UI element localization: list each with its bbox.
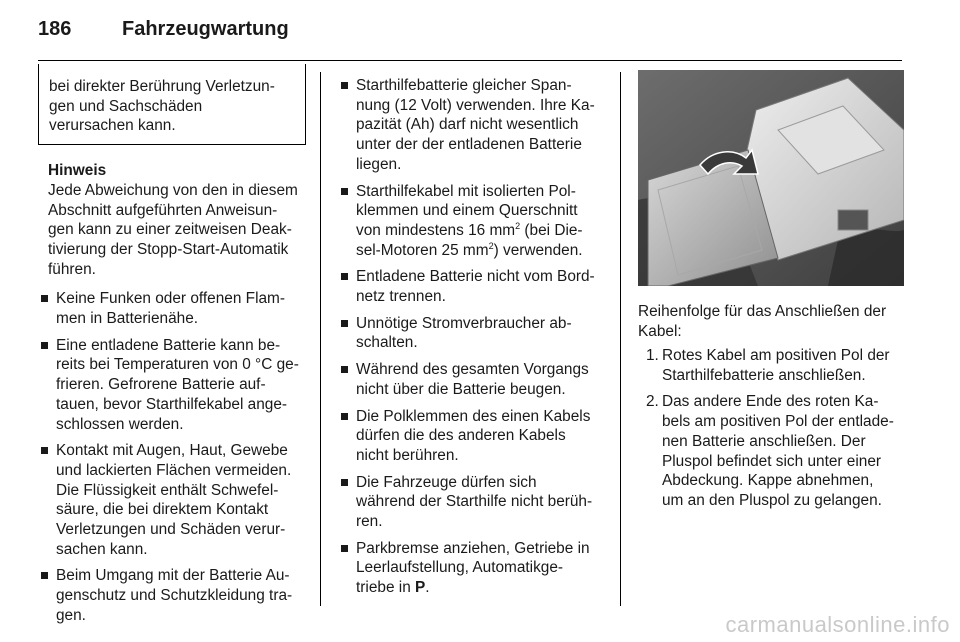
list-item-line: nicht berühren. xyxy=(356,446,459,464)
list-item-line: netz trennen. xyxy=(356,288,446,306)
page-title: Fahrzeugwartung xyxy=(122,18,289,40)
note-title: Hinweis xyxy=(48,162,107,180)
numbered-steps xyxy=(638,346,904,518)
square-bullet-icon xyxy=(41,342,48,349)
square-bullet-icon xyxy=(41,447,48,454)
watermark: carmanualsonline.info xyxy=(725,612,950,637)
column-divider xyxy=(620,72,621,606)
step-line: um an den Pluspol zu gelangen. xyxy=(662,491,882,509)
step-line: nen Batterie anschließen. Der xyxy=(662,432,866,450)
list-item-line: frieren. Gefrorene Batterie auf- xyxy=(56,376,266,394)
list-item-line: Keine Funken oder offenen Flam- xyxy=(56,290,286,308)
square-bullet-icon xyxy=(41,295,48,302)
list-item-line: Die Polklemmen des einen Kabels xyxy=(356,407,591,425)
list-item-line: Kontakt mit Augen, Haut, Gewebe xyxy=(56,442,288,460)
square-bullet-icon xyxy=(341,188,348,195)
note-line: gen kann zu einer zeitweisen Deak- xyxy=(48,221,292,239)
page-number: 186 xyxy=(38,18,72,40)
list-item-line: Starthilfebatterie gleicher Span- xyxy=(356,77,572,94)
list-item-line: Unnötige Stromverbraucher ab- xyxy=(356,314,572,332)
list-item-line: Starthilfekabel mit isolierten Pol- xyxy=(356,182,576,200)
list-item-line: liegen. xyxy=(356,155,402,173)
step-line: Abdeckung. Kappe abnehmen, xyxy=(662,472,874,490)
note-line: führen. xyxy=(48,260,96,278)
list-item xyxy=(338,360,606,399)
list-item-line: Die Fahrzeuge dürfen sich xyxy=(356,473,537,491)
note-line: Jede Abweichung von den in diesem xyxy=(48,181,298,199)
list-item xyxy=(38,336,306,435)
square-bullet-icon xyxy=(341,479,348,486)
step-item xyxy=(638,392,904,510)
header-divider xyxy=(38,60,902,61)
list-item-line: nung (12 Volt) verwenden. Ihre Ka- xyxy=(356,96,595,114)
list-item xyxy=(38,289,306,328)
list-item-line: Verletzungen und Schäden verur- xyxy=(56,521,286,539)
warning-box xyxy=(38,64,306,145)
list-item-line: schlossen werden. xyxy=(56,415,184,433)
list-item-line: reits bei Temperaturen von 0 °C ge- xyxy=(56,356,299,374)
list-item-line: tauen, bevor Starthilfekabel ange- xyxy=(56,395,288,413)
warning-line: bei direkter Berührung Verletzun- xyxy=(49,78,275,95)
list-item-line: säure, die bei direktem Kontakt xyxy=(56,501,269,519)
list-item xyxy=(338,539,606,598)
list-item xyxy=(338,267,606,306)
list-item xyxy=(338,407,606,466)
list-item-line: Entladene Batterie nicht vom Bord- xyxy=(356,268,595,286)
list-item-line: während der Starthilfe nicht berüh- xyxy=(356,493,593,511)
list-item-line: unter der der entladenen Batterie xyxy=(356,136,582,154)
step-line: Starthilfebatterie anschließen. xyxy=(662,366,866,384)
step-number: 2. xyxy=(646,393,659,411)
list-item-line: pazität (Ah) darf nicht wesentlich xyxy=(356,116,579,134)
square-bullet-icon xyxy=(341,320,348,327)
list-item xyxy=(38,441,306,559)
list-item-line: Beim Umgang mit der Batterie Au- xyxy=(56,567,290,585)
list-item xyxy=(38,566,306,625)
warning-line: gen und Sachschäden xyxy=(49,97,203,115)
step-line: Das andere Ende des roten Ka- xyxy=(662,393,879,411)
step-line: bels am positiven Pol der entlade- xyxy=(662,413,894,431)
list-item xyxy=(338,76,606,175)
intro-line: Reihenfolge für das Anschließen der xyxy=(638,303,887,320)
list-item-line: nicht über die Batterie beugen. xyxy=(356,380,566,398)
step-number: 1. xyxy=(646,347,659,364)
square-bullet-icon xyxy=(341,413,348,420)
step-line: Rotes Kabel am positiven Pol der xyxy=(662,347,890,364)
list-item-line: triebe in P. xyxy=(356,579,430,597)
intro-line: Kabel: xyxy=(638,322,682,340)
warning-line: verursachen kann. xyxy=(49,117,176,135)
step-line: Pluspol befindet sich unter einer xyxy=(662,452,882,470)
square-bullet-icon xyxy=(341,366,348,373)
list-item-line: ren. xyxy=(356,513,383,531)
note-line: tivierung der Stopp-Start-Automatik xyxy=(48,240,289,258)
list-item-line: Die Flüssigkeit enthält Schwefel- xyxy=(56,481,279,499)
note-line: Abschnitt aufgeführten Anweisun- xyxy=(48,201,278,219)
square-bullet-icon xyxy=(341,545,348,552)
battery-cover-photo xyxy=(638,70,904,286)
list-item-line: Parkbremse anziehen, Getriebe in xyxy=(356,539,590,557)
list-item-line: Eine entladene Batterie kann be- xyxy=(56,336,281,354)
list-item-line: sel-Motoren 25 $mm^2$) verwenden. xyxy=(356,240,583,259)
bullet-list xyxy=(38,289,306,625)
intro-text xyxy=(638,302,904,341)
list-item xyxy=(338,182,606,261)
list-item-line: Während des gesamten Vorgangs xyxy=(356,361,589,379)
list-item xyxy=(338,314,606,353)
list-item-line: genschutz und Schutzkleidung tra- xyxy=(56,587,293,605)
square-bullet-icon xyxy=(41,572,48,579)
column-divider xyxy=(320,72,321,606)
square-bullet-icon xyxy=(341,82,348,89)
list-item-line: men in Batterienähe. xyxy=(56,310,199,328)
list-item-line: dürfen die des anderen Kabels xyxy=(356,427,566,445)
list-item-line: klemmen und einem Querschnitt xyxy=(356,202,578,220)
list-item-line: gen. xyxy=(56,606,86,624)
column-1 xyxy=(38,64,306,633)
column-2 xyxy=(338,76,606,605)
bullet-list xyxy=(338,76,606,598)
square-bullet-icon xyxy=(341,273,348,280)
list-item-line: sachen kann. xyxy=(56,540,148,558)
battery-cover-illustration xyxy=(638,70,904,286)
list-item-line: und lackierten Flächen vermeiden. xyxy=(56,461,292,479)
list-item-line: Leerlaufstellung, Automatikge- xyxy=(356,559,564,577)
list-item-line: von mindestens 16 $mm^2$ (bei Die- xyxy=(356,220,583,239)
step-item xyxy=(638,346,904,385)
note-block xyxy=(38,161,306,279)
list-item-line: schalten. xyxy=(356,334,418,352)
list-item xyxy=(338,473,606,532)
